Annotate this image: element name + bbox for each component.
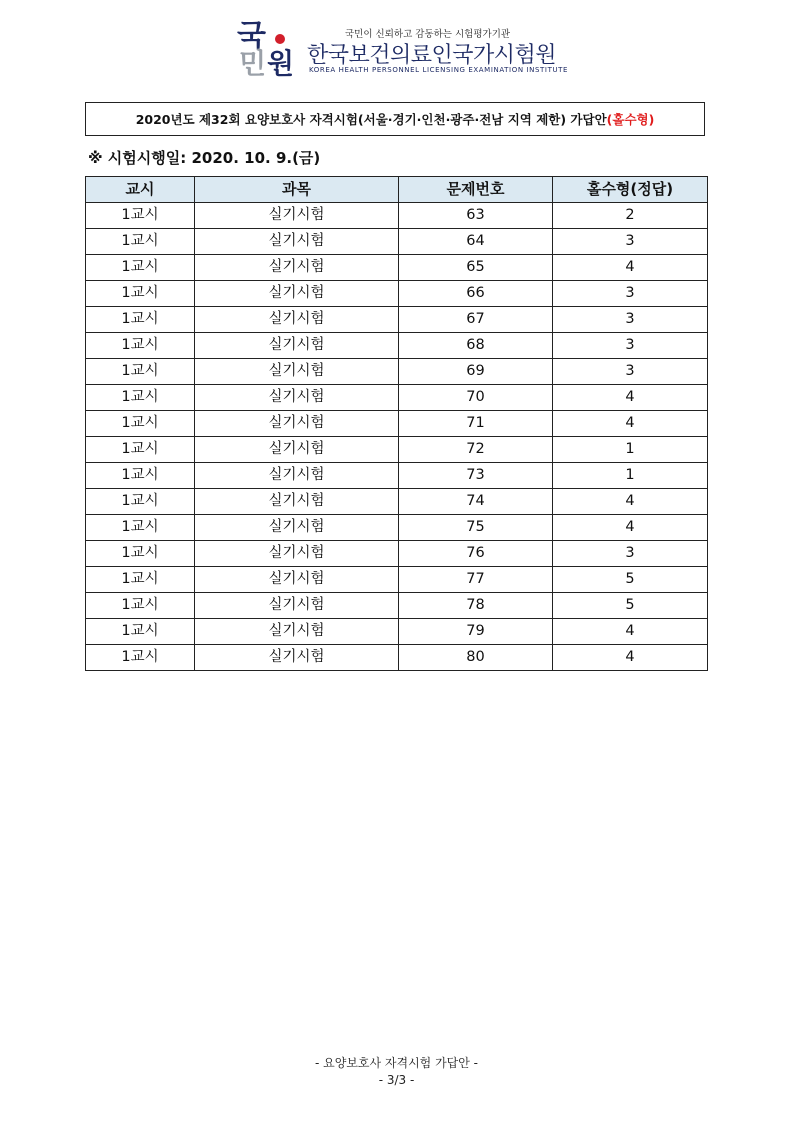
cell-session: 1교시 bbox=[86, 281, 195, 307]
header-answer: 홀수형(정답) bbox=[553, 177, 708, 203]
cell-session: 1교시 bbox=[86, 541, 195, 567]
table-row bbox=[86, 385, 708, 411]
cell-session: 1교시 bbox=[86, 203, 195, 229]
title-main: 2020년도 제32회 요양보호사 자격시험(서울·경기·인천·광주·전남 지역 제한) 가답안 bbox=[135, 112, 607, 127]
institute-name-english: KOREA HEALTH PERSONNEL LICENSING EXAMINATION INSTITUTE bbox=[309, 66, 569, 74]
cell-question-number: 78 bbox=[399, 593, 553, 619]
cell-session: 1교시 bbox=[86, 385, 195, 411]
logo-mark-char-1: 국 bbox=[237, 19, 263, 54]
table-row bbox=[86, 411, 708, 437]
cell-answer: 3 bbox=[553, 307, 708, 333]
cell-answer: 4 bbox=[553, 515, 708, 541]
cell-answer: 3 bbox=[553, 333, 708, 359]
cell-subject: 실기시험 bbox=[195, 229, 399, 255]
cell-answer: 4 bbox=[553, 619, 708, 645]
cell-answer: 3 bbox=[553, 281, 708, 307]
cell-question-number: 67 bbox=[399, 307, 553, 333]
cell-subject: 실기시험 bbox=[195, 645, 399, 671]
institute-slogan: 국민이 신뢰하고 감동하는 시험평가기관 bbox=[345, 29, 511, 40]
cell-subject: 실기시험 bbox=[195, 619, 399, 645]
cell-session: 1교시 bbox=[86, 229, 195, 255]
cell-session: 1교시 bbox=[86, 333, 195, 359]
institute-logo bbox=[237, 19, 569, 80]
cell-subject: 실기시험 bbox=[195, 359, 399, 385]
cell-session: 1교시 bbox=[86, 619, 195, 645]
table-header-row bbox=[86, 177, 708, 203]
footer-doc-title: - 요양보호사 자격시험 가답안 - bbox=[314, 1056, 479, 1070]
cell-session: 1교시 bbox=[86, 489, 195, 515]
cell-subject: 실기시험 bbox=[195, 307, 399, 333]
cell-question-number: 77 bbox=[399, 567, 553, 593]
table-row bbox=[86, 619, 708, 645]
page-number: - 3/3 - bbox=[378, 1073, 415, 1087]
table-row bbox=[86, 333, 708, 359]
cell-answer: 3 bbox=[553, 541, 708, 567]
answer-table bbox=[85, 176, 708, 671]
cell-subject: 실기시험 bbox=[195, 255, 399, 281]
table-row bbox=[86, 541, 708, 567]
cell-question-number: 69 bbox=[399, 359, 553, 385]
header-session: 교시 bbox=[86, 177, 195, 203]
cell-session: 1교시 bbox=[86, 437, 195, 463]
header-subject: 과목 bbox=[195, 177, 399, 203]
cell-subject: 실기시험 bbox=[195, 385, 399, 411]
cell-answer: 4 bbox=[553, 255, 708, 281]
cell-answer: 4 bbox=[553, 489, 708, 515]
cell-answer: 4 bbox=[553, 385, 708, 411]
cell-subject: 실기시험 bbox=[195, 593, 399, 619]
cell-subject: 실기시험 bbox=[195, 541, 399, 567]
title-type-label: (홀수형) bbox=[606, 112, 655, 127]
cell-subject: 실기시험 bbox=[195, 203, 399, 229]
table-row bbox=[86, 593, 708, 619]
cell-question-number: 79 bbox=[399, 619, 553, 645]
cell-answer: 4 bbox=[553, 411, 708, 437]
cell-session: 1교시 bbox=[86, 515, 195, 541]
cell-answer: 4 bbox=[553, 645, 708, 671]
cell-question-number: 66 bbox=[399, 281, 553, 307]
cell-session: 1교시 bbox=[86, 255, 195, 281]
table-row bbox=[86, 359, 708, 385]
logo-mark-char-3: 원 bbox=[267, 47, 295, 80]
cell-question-number: 75 bbox=[399, 515, 553, 541]
cell-question-number: 72 bbox=[399, 437, 553, 463]
cell-answer: 1 bbox=[553, 463, 708, 489]
table-body bbox=[86, 203, 708, 671]
logo-mark-char-2: 민 bbox=[239, 47, 267, 80]
logo-mark bbox=[237, 19, 299, 80]
table-row bbox=[86, 281, 708, 307]
cell-subject: 실기시험 bbox=[195, 515, 399, 541]
cell-subject: 실기시험 bbox=[195, 489, 399, 515]
cell-question-number: 64 bbox=[399, 229, 553, 255]
table-row bbox=[86, 515, 708, 541]
table-row bbox=[86, 437, 708, 463]
cell-question-number: 73 bbox=[399, 463, 553, 489]
header-question-number: 문제번호 bbox=[399, 177, 553, 203]
institute-name: 한국보건의료인국가시험원 bbox=[307, 43, 557, 68]
cell-session: 1교시 bbox=[86, 411, 195, 437]
cell-subject: 실기시험 bbox=[195, 411, 399, 437]
cell-question-number: 76 bbox=[399, 541, 553, 567]
cell-answer: 5 bbox=[553, 593, 708, 619]
cell-session: 1교시 bbox=[86, 645, 195, 671]
cell-question-number: 63 bbox=[399, 203, 553, 229]
cell-answer: 5 bbox=[553, 567, 708, 593]
cell-answer: 3 bbox=[553, 229, 708, 255]
cell-session: 1교시 bbox=[86, 567, 195, 593]
logo-red-dot-icon bbox=[275, 34, 285, 44]
cell-subject: 실기시험 bbox=[195, 463, 399, 489]
table-row bbox=[86, 463, 708, 489]
exam-date: ※ 시험시행일: 2020. 10. 9.(금) bbox=[88, 149, 321, 167]
cell-question-number: 68 bbox=[399, 333, 553, 359]
table-row bbox=[86, 567, 708, 593]
cell-subject: 실기시험 bbox=[195, 567, 399, 593]
table-row bbox=[86, 255, 708, 281]
cell-session: 1교시 bbox=[86, 593, 195, 619]
cell-answer: 2 bbox=[553, 203, 708, 229]
cell-question-number: 80 bbox=[399, 645, 553, 671]
cell-session: 1교시 bbox=[86, 463, 195, 489]
cell-subject: 실기시험 bbox=[195, 333, 399, 359]
table-row bbox=[86, 307, 708, 333]
cell-session: 1교시 bbox=[86, 359, 195, 385]
cell-question-number: 70 bbox=[399, 385, 553, 411]
cell-answer: 3 bbox=[553, 359, 708, 385]
table-row bbox=[86, 645, 708, 671]
cell-subject: 실기시험 bbox=[195, 437, 399, 463]
cell-question-number: 65 bbox=[399, 255, 553, 281]
cell-question-number: 71 bbox=[399, 411, 553, 437]
table-row bbox=[86, 203, 708, 229]
cell-session: 1교시 bbox=[86, 307, 195, 333]
cell-subject: 실기시험 bbox=[195, 281, 399, 307]
table-row bbox=[86, 229, 708, 255]
table-row bbox=[86, 489, 708, 515]
document-title bbox=[85, 102, 705, 136]
cell-question-number: 74 bbox=[399, 489, 553, 515]
cell-answer: 1 bbox=[553, 437, 708, 463]
